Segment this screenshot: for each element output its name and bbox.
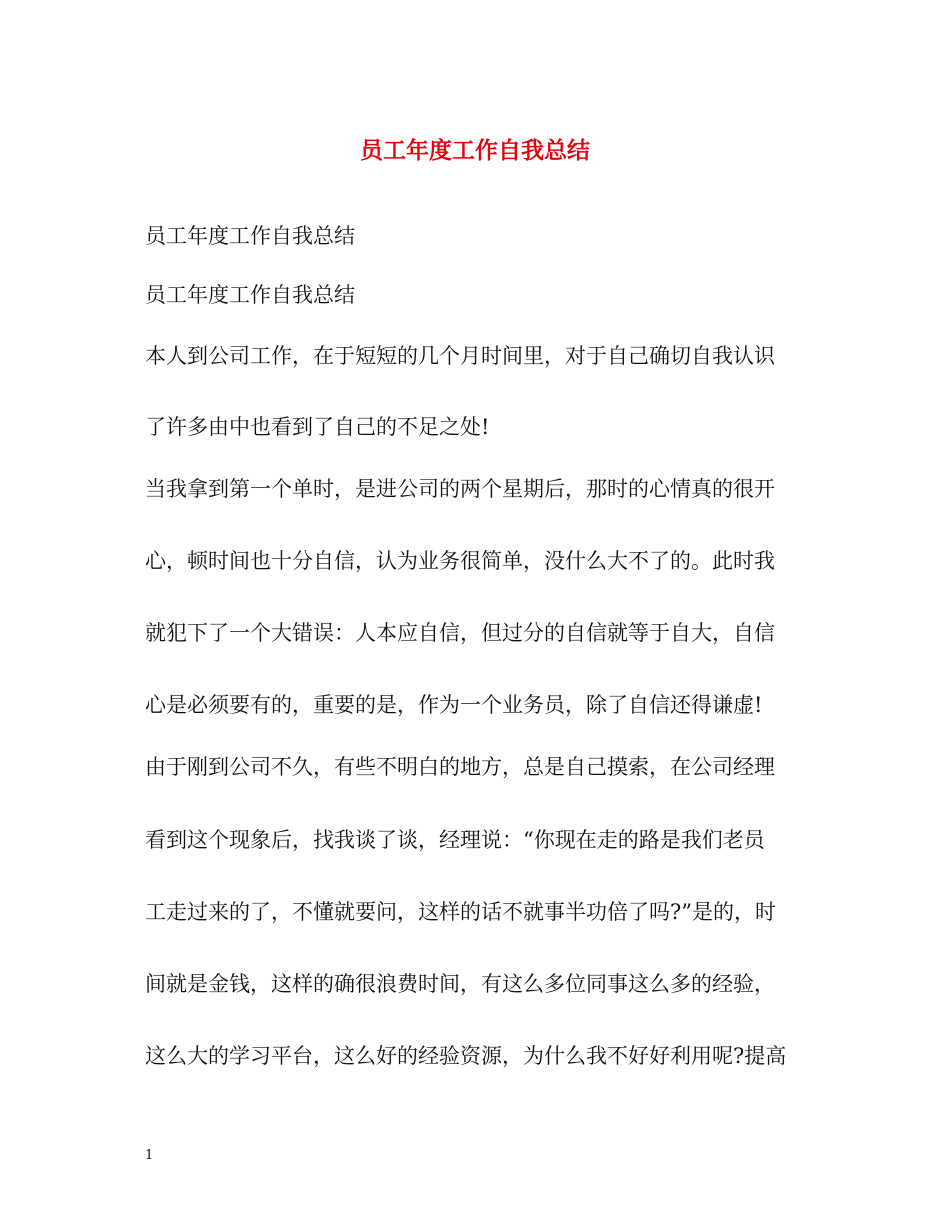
text-line: 工走过来的了，不懂就要问，这样的话不就事半功倍了吗?”是的，时 [145,900,776,924]
text-line: 了许多由中也看到了自己的不足之处! [145,415,490,439]
text-line: 间就是金钱，这样的确很浪费时间，有这么多位同事这么多的经验， [145,972,775,996]
text-line: 当我拿到第一个单时，是进公司的两个星期后，那时的心情真的很开 [145,477,775,501]
text-line: 员工年度工作自我总结 [145,283,355,307]
text-line: 心，顿时间也十分自信，认为业务很简单，没什么大不了的。此时我 [145,549,775,573]
text-line: 员工年度工作自我总结 [145,224,355,248]
page-number: 1 [145,1148,154,1163]
text-line: 由于刚到公司不久，有些不明白的地方，总是自己摸索，在公司经理 [145,755,775,779]
text-line: 本人到公司工作，在于短短的几个月时间里，对于自己确切自我认识 [145,344,775,368]
document-title: 员工年度工作自我总结 [360,137,590,164]
text-line: 这么大的学习平台，这么好的经验资源，为什么我不好好利用呢?提高 [145,1044,787,1068]
text-line: 心是必须要有的，重要的是，作为一个业务员，除了自信还得谦虚! [145,693,763,717]
text-line: 就犯下了一个大错误：人本应自信，但过分的自信就等于自大，自信 [145,621,775,645]
text-line: 看到这个现象后，找我谈了谈，经理说：“你现在走的路是我们老员 [145,828,765,852]
